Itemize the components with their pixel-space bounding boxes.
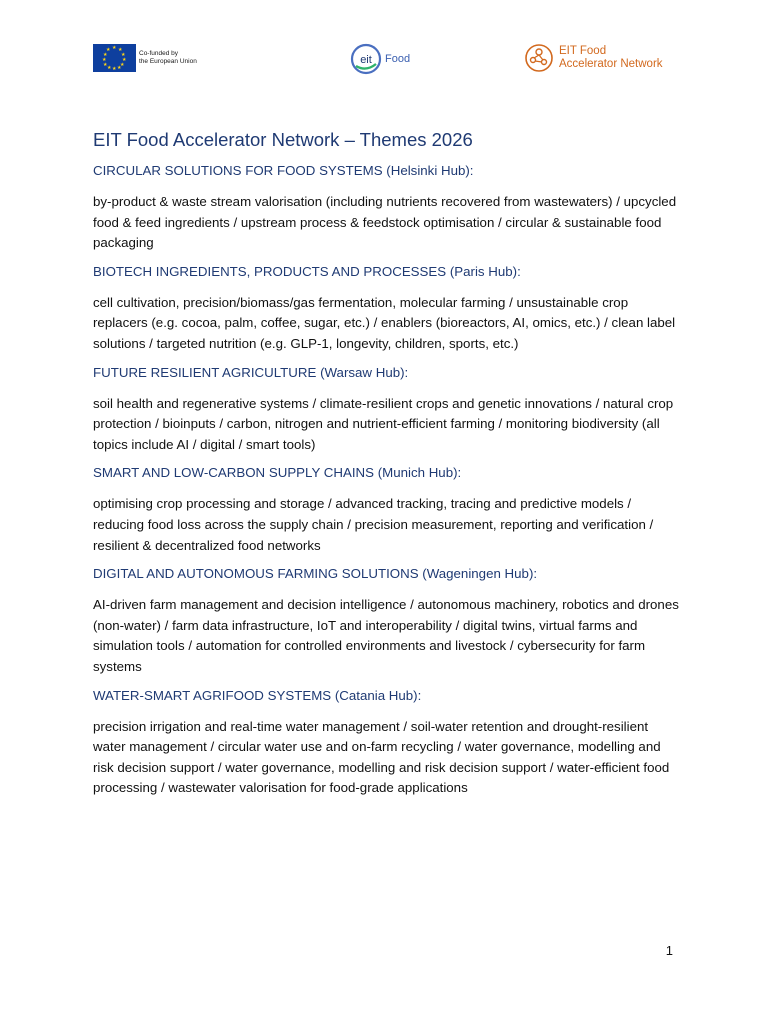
eu-flag-icon: ★ ★ ★ ★ ★ ★ ★ ★ ★ ★ ★ ★ <box>93 44 136 72</box>
eu-logo-text-line2: the European Union <box>139 58 197 65</box>
theme-body: soil health and regenerative systems / climate-resilient crops and genetic innovations / natural crop protection / bioinputs / carbon, nitrogen and nutrient-efficient farming / monitoring biodiversity (all topics include AI / digital / smart tools) <box>93 395 674 452</box>
document-body <box>93 129 683 808</box>
theme-body: optimising crop processing and storage / advanced tracking, tracing and predictive models / reducing food loss across the supply chain / precision measurement, reporting and verification / resilient & decentralized food networks <box>93 496 654 553</box>
theme-heading: SMART AND LOW-CARBON SUPPLY CHAINS (Munich Hub): <box>93 465 462 481</box>
theme-heading: WATER-SMART AGRIFOOD SYSTEMS (Catania Hub): <box>93 687 422 703</box>
logo-row <box>0 40 768 80</box>
eu-logo-text <box>139 50 197 66</box>
eit-logo-icon <box>349 42 383 76</box>
theme-heading: FUTURE RESILIENT AGRICULTURE (Warsaw Hub): <box>93 364 409 380</box>
network-nodes-icon <box>524 43 554 73</box>
efan-logo-line2: Accelerator Network <box>559 58 663 70</box>
efan-logo <box>524 43 663 73</box>
eu-logo-text-line1: Co-funded by <box>139 50 179 57</box>
efan-logo-text <box>559 45 663 71</box>
efan-logo-line1: EIT Food <box>559 45 607 57</box>
eit-food-logo <box>349 42 410 76</box>
theme-body: cell cultivation, precision/biomass/gas fermentation, molecular farming / unsustainable crop replacers (e.g. cocoa, palm, coffee, sugar, etc.) / enablers (bioreactors, AI, omics, etc.) / clean label solutions / targeted nutrition (e.g. GLP-1, longevity, children, sports, etc.) <box>93 294 676 351</box>
eit-logo-mark: eit <box>360 54 372 66</box>
theme-heading: CIRCULAR SOLUTIONS FOR FOOD SYSTEMS (Helsinki Hub): <box>93 163 474 178</box>
theme-heading: DIGITAL AND AUTONOMOUS FARMING SOLUTIONS (Wageningen Hub): <box>93 566 538 582</box>
document-title: EIT Food Accelerator Network – Themes 2026 <box>93 129 473 150</box>
theme-heading: BIOTECH INGREDIENTS, PRODUCTS AND PROCESSES (Paris Hub): <box>93 263 521 279</box>
page-number: 1 <box>665 943 673 958</box>
eu-cofunded-logo <box>93 44 197 72</box>
eit-logo-text: Food <box>385 53 411 65</box>
theme-body: AI-driven farm management and decision intelligence / autonomous machinery, robotics and drones (non-water) / farm data infrastructure, IoT and interoperability / digital twins, virtual farms and simulation tools / automation for controlled environments and livestock / cybersecurity for farm systems <box>93 597 679 674</box>
theme-body: by-product & waste stream valorisation (including nutrients recovered from wastewaters) / upcycled food & feed ingredients / upstream process & feedstock optimisation / circular & sustainable food packaging <box>93 194 677 251</box>
theme-body: precision irrigation and real-time water management / soil-water retention and drought-resilient water management / circular water use and on-farm recycling / water governance, modelling and risk decision support / water governance, modelling and risk decision support / water-efficient food processing / wastewater valorisation for food-grade applications <box>93 718 670 796</box>
